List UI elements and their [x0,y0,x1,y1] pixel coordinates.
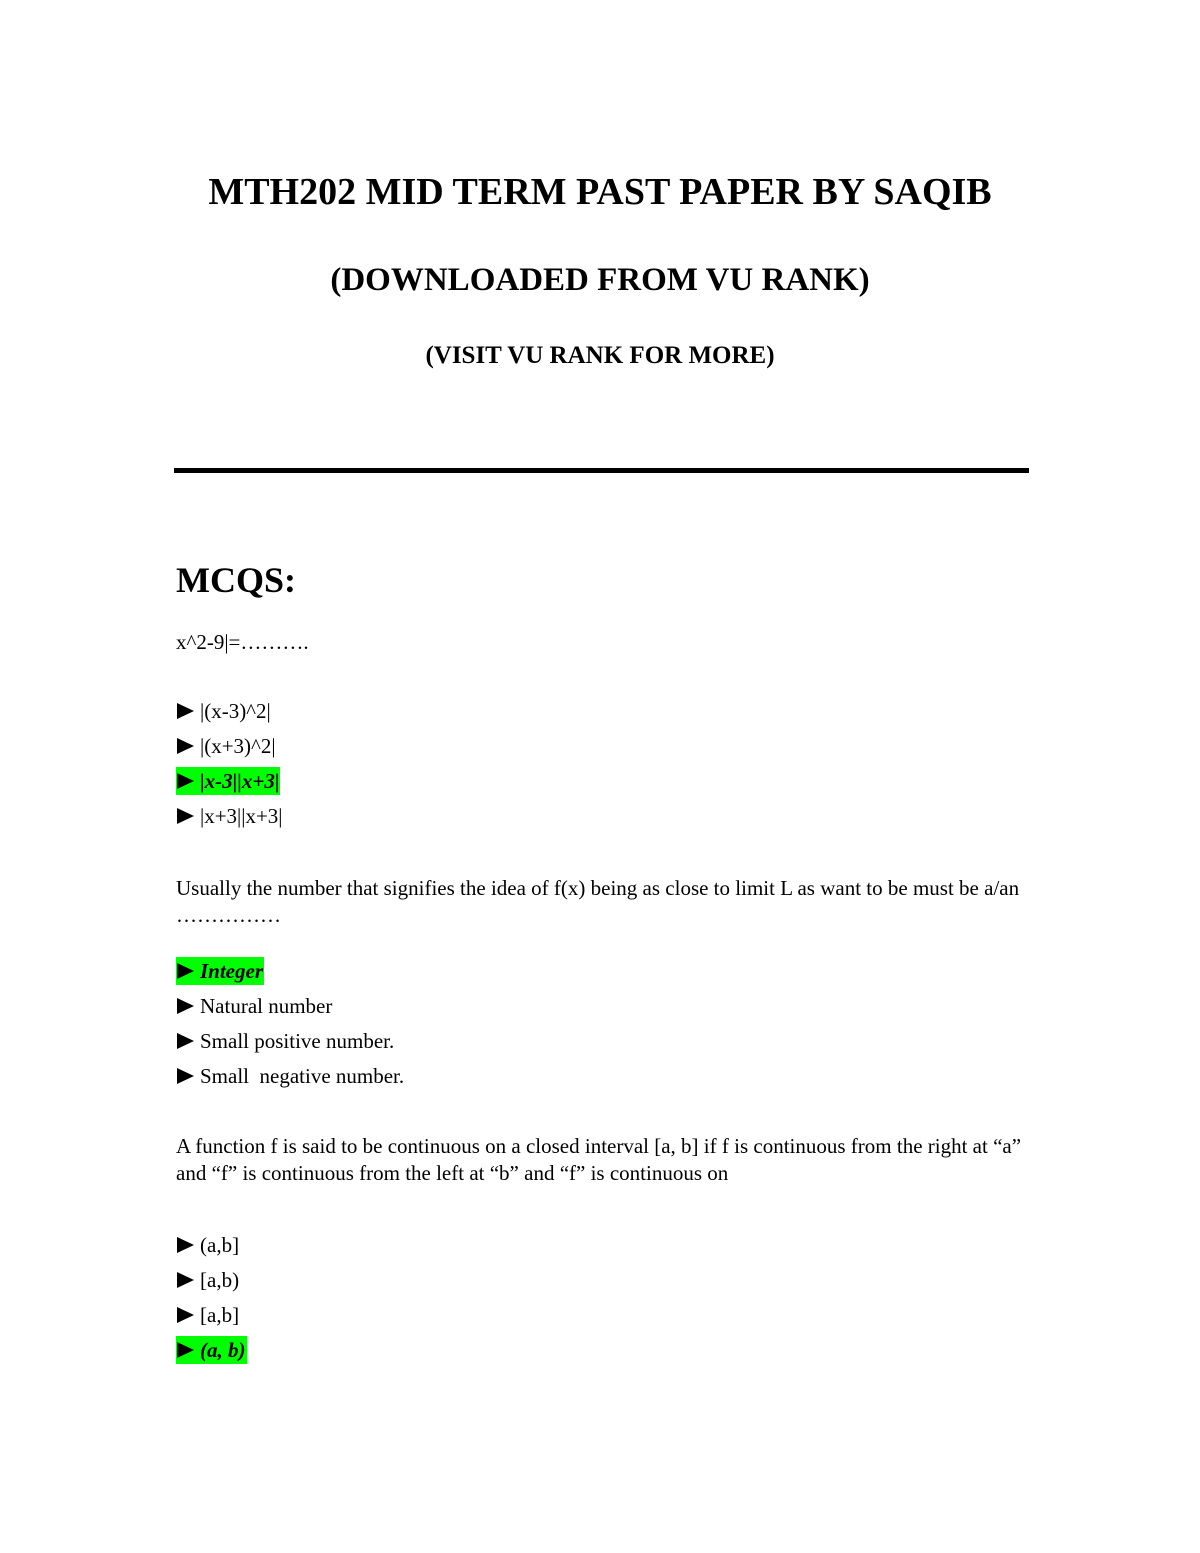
question-2-option-d [176,1062,405,1097]
page-subtitle: (DOWNLOADED FROM VU RANK) [330,262,870,298]
option-label: |x+3||x+3| [200,804,283,828]
right-triangle-arrow-icon [177,1237,194,1253]
question-1-option-b [176,732,284,767]
question-1-option-d [176,802,284,837]
page-note: (VISIT VU RANK FOR MORE) [425,342,775,369]
right-triangle-arrow-icon [177,998,194,1014]
right-triangle-arrow-icon [177,703,194,719]
option-label: Small negative number. [200,1064,405,1088]
option-label: [a,b) [200,1268,240,1292]
question-3-option-a [176,1231,247,1266]
option-label: |(x+3)^2| [200,734,276,758]
right-triangle-arrow-icon [177,1342,194,1358]
right-triangle-arrow-icon [177,1307,194,1323]
option-label: Natural number [200,994,333,1018]
option-label: |(x-3)^2| [200,699,271,723]
option-label: (a, b) [200,1338,246,1362]
question-1-option-a [176,697,284,732]
question-2-option-c [176,1027,405,1062]
question-3-option-b [176,1266,247,1301]
right-triangle-arrow-icon [177,1033,194,1049]
option-label: |x-3||x+3| [200,769,280,793]
option-label: (a,b] [200,1233,240,1257]
question-1-text: x^2-9|=………. [176,630,309,654]
question-1-option-c-correct [176,767,284,802]
option-label: Integer [200,959,263,983]
page-title: MTH202 MID TERM PAST PAPER BY SAQIB [208,171,992,213]
right-triangle-arrow-icon [177,1272,194,1288]
right-triangle-arrow-icon [177,773,194,789]
section-heading: MCQS: [176,560,296,600]
horizontal-divider [174,468,1029,473]
question-2-option-b [176,992,405,1027]
right-triangle-arrow-icon [177,1068,194,1084]
right-triangle-arrow-icon [177,808,194,824]
question-3-text: A function f is said to be continuous on a closed interval [a, b] if f is continuous from the right at “a” and “f” is continuous from the left at “b” and “f” is continuous on [176,1134,1022,1185]
question-2-option-a-correct [176,957,405,992]
question-2-options [176,957,405,1097]
question-2-text: Usually the number that signifies the idea of f(x) being as close to limit L as want to be must be a/an …………… [176,876,1020,927]
question-1-options [176,697,284,837]
right-triangle-arrow-icon [177,738,194,754]
option-label: Small positive number. [200,1029,395,1053]
question-3-option-c [176,1301,247,1336]
question-3-options [176,1231,247,1371]
question-3-option-d-correct [176,1336,247,1371]
right-triangle-arrow-icon [177,963,194,979]
option-label: [a,b] [200,1303,240,1327]
